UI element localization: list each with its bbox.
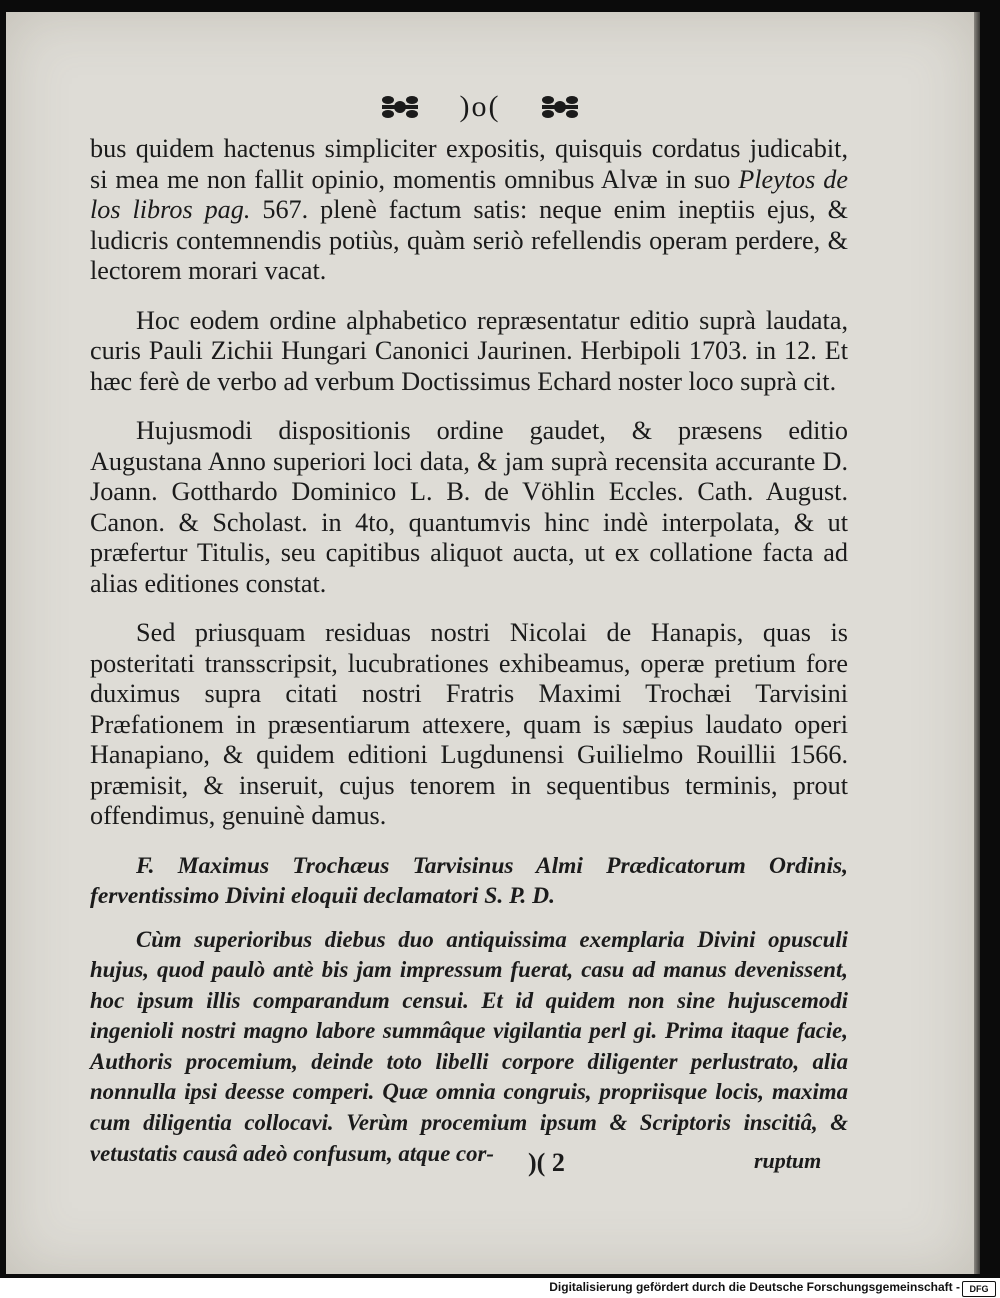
paragraph-text: 567. plenè factum satis: neque enim ineptiis ejus, & ludicris contemnendis potiùs, quàm seriò refellendis operam perdere, & lectorem morari vacat. bbox=[90, 195, 849, 285]
header-ornament bbox=[380, 90, 580, 124]
paragraph-2 bbox=[90, 306, 848, 398]
paragraph-4 bbox=[90, 618, 848, 832]
page-edge bbox=[974, 12, 980, 1274]
paragraph-1 bbox=[90, 134, 848, 287]
fleuron-left-icon bbox=[380, 92, 420, 122]
paragraph-text: Sed priusquam residuas nostri Nicolai de Hanapis, quas is posteritati transscripsit, lucubrationes exhibeamus, operæ pretium fore duximus supra citati nostri Fratris Maximi Trochæi Tarvisini Præfationem in præsentiarum attexere, quam is sæpius laudato operi Hanapiano, & quidem editioni Lugdunensi Guilielmo Rouillii 1566. præmisit, & inseruit, cujus tenorem in sequentibus terminis, prout offendimus, genuinè damus. bbox=[90, 618, 848, 830]
catchword: ruptum bbox=[754, 1148, 822, 1173]
body-text bbox=[90, 134, 848, 1169]
book-reference: Pleytos de los libros pag. bbox=[90, 164, 848, 224]
paragraph-text: Hujusmodi dispositionis ordine gaudet, & præsens editio Augustana Anno superiori loci data, & jam suprà recensita accurante D. Joann. Gotthardo Dominico L. B. de Vöhlin Eccles. Cath. August. Canon. & Scholast. in 4to, quantumvis hinc indè interpolata, & ut præfertur Titulis, seu capitibus aliquot aucta, ut ex collatione facta ad alias editiones constat. bbox=[90, 416, 848, 598]
footer-credit: Digitalisierung gefördert durch die Deutsche Forschungsgemeinschaft - bbox=[549, 1280, 960, 1294]
paragraph-3 bbox=[90, 416, 848, 599]
footer-bar bbox=[0, 1278, 1000, 1298]
letter-text: Cùm superioribus diebus duo antiquissima exemplaria Divini opusculi hujus, quod paulò antè bis jam impressum fuerat, casu ad manus devenissent, hoc ipsum illis comparandum censui. Et id quidem non sine hujuscemodi ingenioli nostri magno labore summâque vigilantia perl gi. Prima itaque facie, Authoris procemium, deinde toto libelli corpore diligenter perlustrato, alia nonnulla ipsi deesse comperi. Quæ omnia congruis, propriisque locis, maxima cum diligentia collocavi. Verùm procemium ipsum & Scriptoris inscitiâ, & vetustatis causâ adeò confusum, atque cor- bbox=[90, 926, 848, 1166]
paragraph-text: Hoc eodem ordine alphabetico repræsentatur editio suprà laudata, curis Pauli Zichii Hungari Canonici Jaurinen. Herbipoli 1703. in 12. Et hæc ferè de verbo ad verbum Doctissimus Echard noster loco suprà cit. bbox=[90, 305, 848, 396]
fleuron-right-icon bbox=[540, 92, 580, 122]
dfg-logo-icon: DFG bbox=[962, 1281, 996, 1297]
dedication-heading: F. Maximus Trochæus Tarvisinus Almi Prædicatorum Ordinis, ferventissimo Divini eloquii declamatori S. P. D. bbox=[90, 852, 848, 909]
signature-mark: )( 2 bbox=[528, 1148, 565, 1177]
paragraph-text: bus quidem hactenus simpliciter expositis, quisquis cordatus judicabit, si mea me non fallit opinio, momentis omnibus Alvæ in suo bbox=[90, 134, 848, 194]
header-center-ornament: )o( bbox=[459, 90, 501, 123]
